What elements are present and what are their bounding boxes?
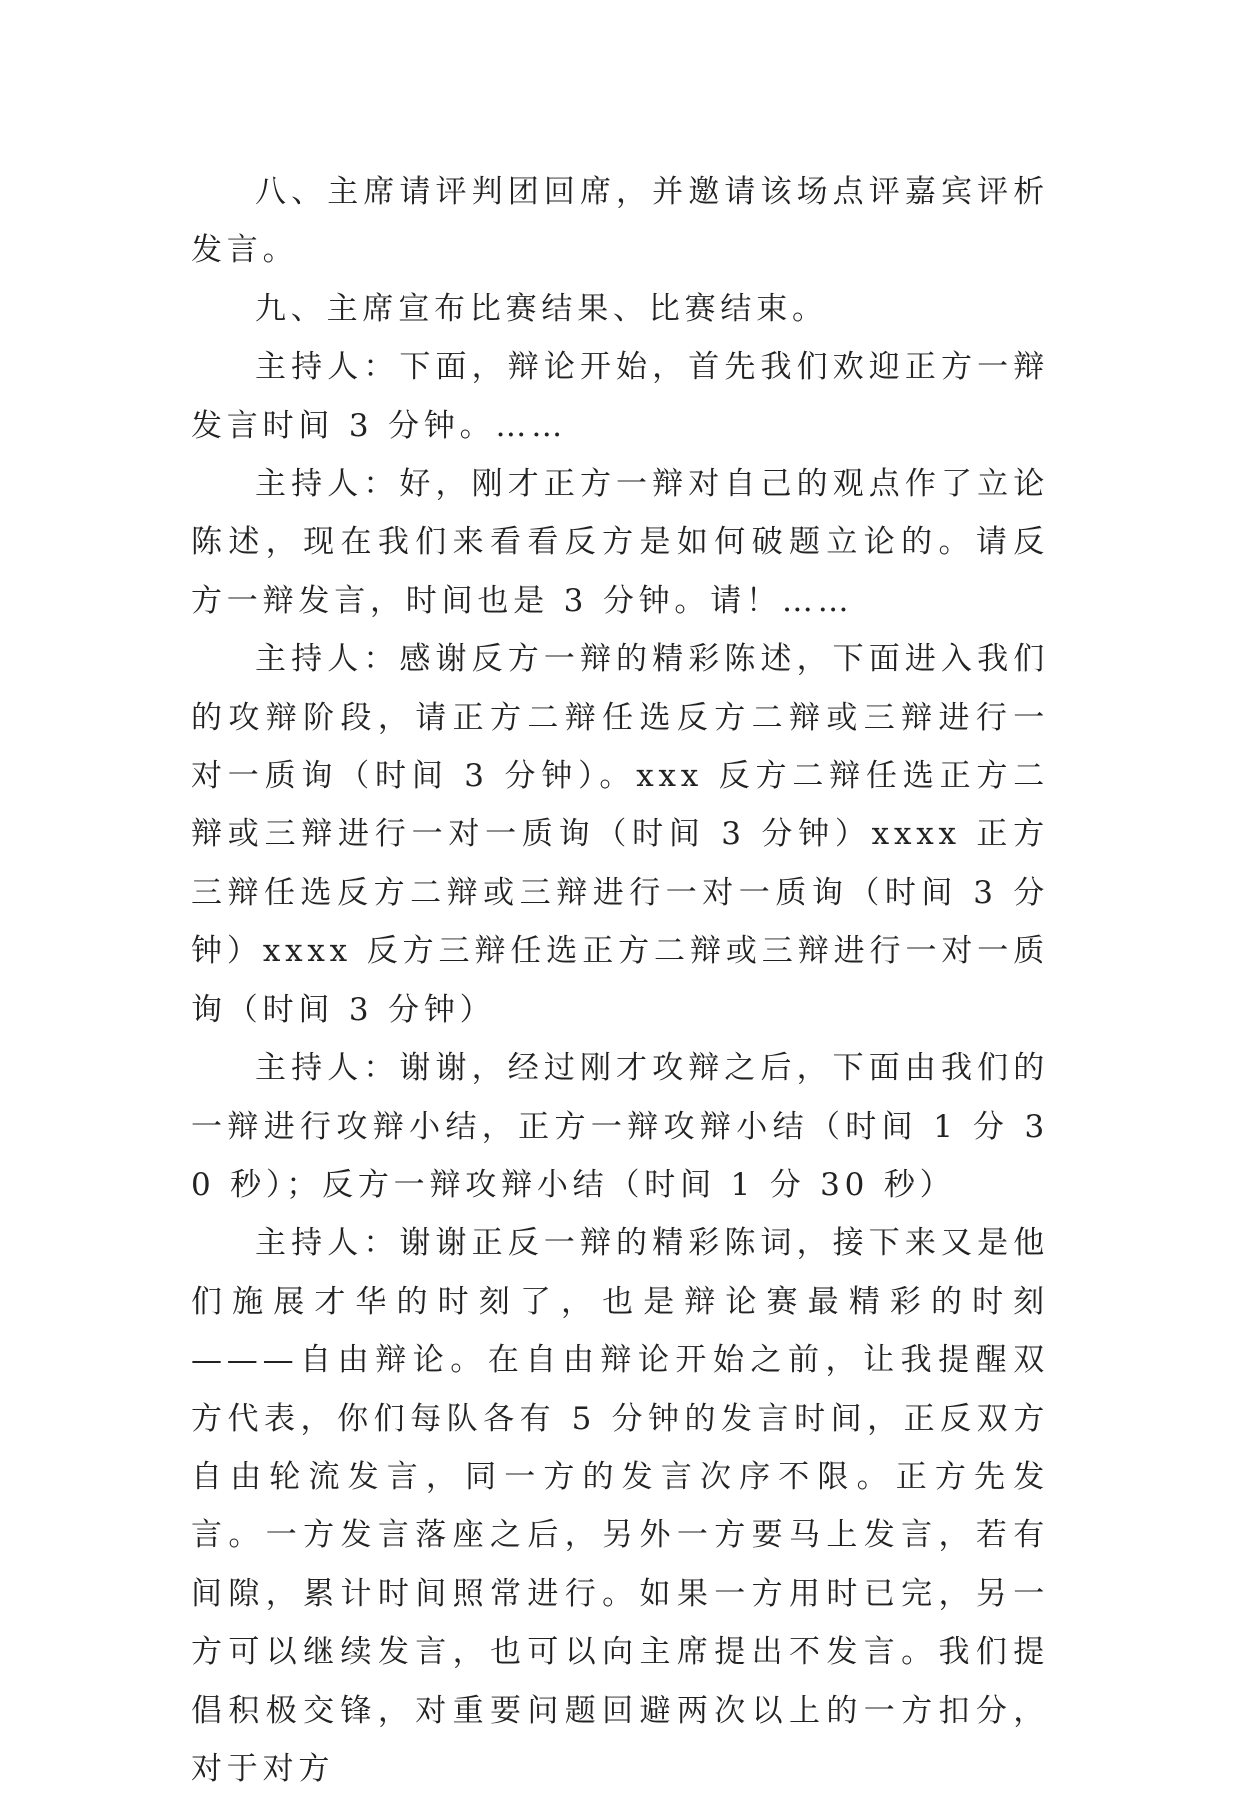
paragraph-host-summary: 主持人：谢谢，经过刚才攻辩之后，下面由我们的一辩进行攻辩小结，正方一辩攻辩小结（时间 1 分 30 秒）；反方一辩攻辩小结（时间 1 分 30 秒）: [191, 1050, 1049, 1203]
document-body: [191, 163, 1049, 1798]
paragraph-host-rebuttal-intro: 主持人：好，刚才正方一辩对自己的观点作了立论陈述，现在我们来看看反方是如何破题立论的。请反方一辩发言，时间也是 3 分钟。请！……: [191, 466, 1049, 619]
paragraph-host-cross-exam: 主持人：感谢反方一辩的精彩陈述，下面进入我们的攻辩阶段，请正方二辩任选反方二辩或三辩进行一对一质询（时间 3 分钟）。xxx 反方二辩任选正方二辩或三辩进行一对一质询（时间 3 分钟）xxxx 正方三辩任选反方二辩或三辩进行一对一质询（时间 3 分钟）xxxx 反方三辩任选正方二辩或三辩进行一对一质询（时间 3 分钟）: [191, 641, 1049, 1028]
paragraph-item-8: 八、主席请评判团回席，并邀请该场点评嘉宾评析发言。: [191, 174, 1049, 269]
paragraph-host-opening: 主持人：下面，辩论开始，首先我们欢迎正方一辩发言时间 3 分钟。……: [191, 349, 1049, 444]
paragraph-item-9: 九、主席宣布比赛结果、比赛结束。: [255, 290, 828, 327]
paragraph-host-free-debate: 主持人：谢谢正反一辩的精彩陈词，接下来又是他们施展才华的时刻了，也是辩论赛最精彩的时刻———自由辩论。在自由辩论开始之前，让我提醒双方代表，你们每队各有 5 分钟的发言时间，正反双方自由轮流发言，同一方的发言次序不限。正方先发言。一方发言落座之后，另外一方要马上发言，若有间隙，累计时间照常进行。如果一方用时已完，另一方可以继续发言，也可以向主席提出不发言。我们提倡积极交锋，对重要问题回避两次以上的一方扣分，对于对方: [191, 1225, 1049, 1787]
